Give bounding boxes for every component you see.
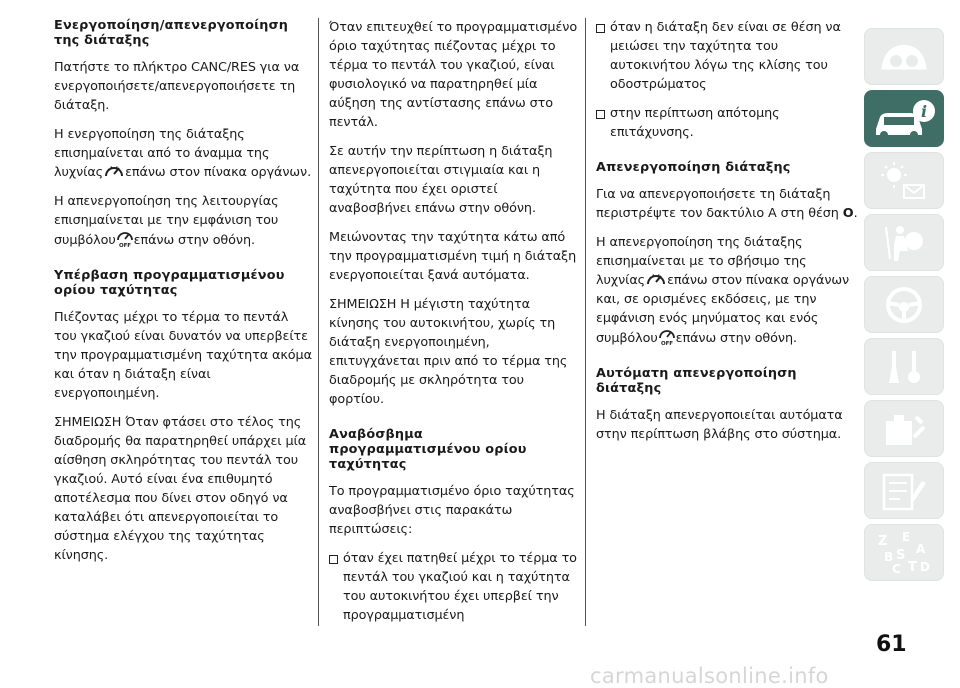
warning-lights-icon xyxy=(874,159,934,203)
bullet-item xyxy=(596,104,858,142)
paragraph xyxy=(596,233,858,348)
column-1 xyxy=(54,18,312,575)
note-paragraph: ΣΗΜΕΙΩΣΗ Όταν φτάσει στο τέλος της διαδρομής θα παρατηρηθεί υπάρχει μία αίσθηση σκληρότητας του πεντάλ του γκαζιού. Αυτό είναι ένα επιθυμητό αποτέλεσμα που δίνει στον οδηγό να καταλάβει ότι απενεργοποιείται το σύστημα ελέγχου της ταχύτητας κίνησης. xyxy=(54,415,307,563)
technical-data-tab[interactable] xyxy=(864,462,944,519)
bullet-box-icon xyxy=(329,555,338,564)
position-label: O xyxy=(842,206,854,221)
text: Η ενεργοποίηση της διάταξης επισημαίνεται από το άναμμα της λυχνίας xyxy=(54,127,270,180)
warning-lights-tab[interactable] xyxy=(864,152,944,209)
column-divider xyxy=(318,18,319,626)
bullet-text: όταν έχει πατηθεί μέχρι το τέρμα το πεντάλ του γκαζιού και η ταχύτητα του αυτοκινήτου έχει υπερβεί την προγραμματισμένη xyxy=(343,551,577,623)
section-heading: Αναβόσβημα προγραμματισμένου ορίου ταχύτητας xyxy=(329,427,527,472)
paragraph: Σε αυτήν την περίπτωση η διάταξη απενεργοποιείται στιγμιαία και η ταχύτητα που έχει οριστεί αναβοσβήνει επάνω στην οθόνη. xyxy=(329,144,553,216)
speed-limiter-icon xyxy=(103,163,125,180)
speed-limiter-off-icon xyxy=(116,230,134,248)
index-tab[interactable] xyxy=(864,524,944,581)
svg-text:C: C xyxy=(892,561,901,576)
paragraph: Η διάταξη απενεργοποιείται αυτόματα στην περίπτωση βλάβης στο σύστημα. xyxy=(596,408,843,442)
svg-text:OFF: OFF xyxy=(118,243,131,248)
bullet-box-icon xyxy=(596,110,605,119)
chapter-tabs xyxy=(864,28,944,586)
paragraph: Μειώνοντας την ταχύτητα κάτω από την προγραμματισμένη τιμή η διάταξη ενεργοποιείται ξανά αυτόματα. xyxy=(329,230,577,283)
speed-limiter-off-icon xyxy=(658,328,676,346)
text: Η απενεργοποίηση της λειτουργίας επισημαίνεται με την εμφάνιση του συμβόλου xyxy=(54,194,279,248)
text: Η απενεργοποίηση της διάταξης επισημαίνεται με το σβήσιμο της λυχνίας xyxy=(596,235,807,288)
car-info-icon xyxy=(870,97,938,141)
text: επάνω στην οθόνη. xyxy=(133,233,255,248)
maintenance-icon xyxy=(874,407,934,451)
safety-airbag-tab[interactable] xyxy=(864,214,944,271)
maintenance-tab[interactable] xyxy=(864,400,944,457)
paragraph: Για να απενεργοποιήσετε τη διάταξη περιστρέψτε τον δακτύλιο A στη θέση O. xyxy=(596,187,858,221)
dashboard-icon xyxy=(874,37,934,77)
bullet-item xyxy=(329,549,579,625)
text: Για να απενεργοποιήσετε τη διάταξη περιστρέψτε τον δακτύλιο A στη θέση xyxy=(596,187,839,221)
section-heading: Ενεργοποίηση/απενεργοποίηση της διάταξης xyxy=(54,18,289,48)
note-paragraph: ΣΗΜΕΙΩΣΗ Η μέγιστη ταχύτητα κίνησης του αυτοκινήτου, χωρίς τη διάταξη ενεργοποιημένη, επιτυγχάνεται πριν από το τέρμα της διαδρομής με σκληρότητα του φορτίου. xyxy=(329,297,568,407)
column-2 xyxy=(329,18,579,635)
svg-text:S: S xyxy=(896,547,906,563)
bullet-text: όταν η διάταξη δεν είναι σε θέση να μειώσει την ταχύτητα του αυτοκινήτου λόγω της κλίσης του οδοστρώματος xyxy=(610,20,841,92)
starting-driving-tab[interactable] xyxy=(864,276,944,333)
svg-text:A: A xyxy=(916,541,926,556)
paragraph: Πιέζοντας μέχρι το τέρμα το πεντάλ του γκαζιού είναι δυνατόν να υπερβείτε την προγραμματισμένη ταχύτητα ακόμα και όταν η διάταξη είναι ενεργοποιημένη. xyxy=(54,310,312,401)
svg-text:B: B xyxy=(884,549,894,564)
svg-text:D: D xyxy=(920,559,930,574)
paragraph xyxy=(54,192,312,250)
alphabet-index-icon xyxy=(872,529,936,577)
svg-text:T: T xyxy=(908,559,917,575)
technical-data-icon xyxy=(874,469,934,513)
paragraph xyxy=(54,125,312,182)
steering-wheel-icon xyxy=(874,283,934,327)
svg-text:i: i xyxy=(920,101,928,121)
bullet-item xyxy=(596,18,858,94)
section-heading: Αυτόματη απενεργοποίηση διάταξης xyxy=(596,366,797,396)
paragraph: Το προγραμματισμένο όριο ταχύτητας αναβοσβήνει στις παρακάτω περιπτώσεις: xyxy=(329,484,575,537)
car-info-tab[interactable] xyxy=(864,90,944,147)
bullet-text: στην περίπτωση απότομης επιτάχυνσης. xyxy=(610,106,780,140)
emergency-icon xyxy=(874,345,934,389)
emergency-tab[interactable] xyxy=(864,338,944,395)
page-number: 61 xyxy=(876,632,907,657)
bullet-box-icon xyxy=(596,24,605,33)
svg-text:OFF: OFF xyxy=(660,341,673,346)
dashboard-tab[interactable] xyxy=(864,28,944,85)
text: επάνω στον πίνακα οργάνων. xyxy=(125,165,312,180)
speed-limiter-icon xyxy=(645,271,667,288)
svg-text:E: E xyxy=(902,529,911,544)
paragraph: Όταν επιτευχθεί το προγραμματισμένο όριο ταχύτητας πιέζοντας μέχρι το τέρμα το πεντάλ του γκαζιού, είναι φυσιολογικό να παρατηρηθεί μία αύξηση της αντίστασης επάνω στο πεντάλ. xyxy=(329,20,578,130)
section-heading: Απενεργοποίηση διάταξης xyxy=(596,160,791,175)
column-3 xyxy=(596,18,858,454)
airbag-icon xyxy=(874,221,934,265)
paragraph: Πατήστε το πλήκτρο CANC/RES για να ενεργοποιήσετε/απενεργοποιήσετε τη διάταξη. xyxy=(54,60,300,113)
section-heading: Υπέρβαση προγραμματισμένου ορίου ταχύτητας xyxy=(54,268,285,298)
watermark: carmanualsonline.info xyxy=(590,664,829,688)
text: επάνω στον πίνακα οργάνων και, σε ορισμένες εκδόσεις, με την εμφάνιση ενός μηνύματος και ενός συμβόλου xyxy=(596,273,850,346)
column-divider xyxy=(585,18,586,626)
svg-text:Z: Z xyxy=(878,533,888,549)
text: επάνω στην οθόνη. xyxy=(675,331,797,346)
